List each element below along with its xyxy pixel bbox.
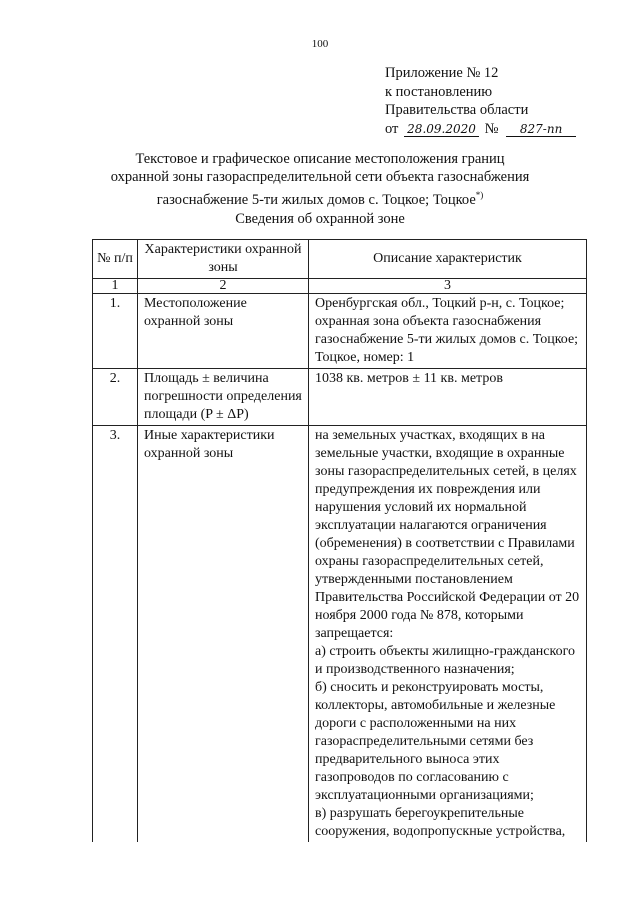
decree-number: 827-пп bbox=[506, 123, 576, 137]
header-number: № п/п bbox=[93, 240, 138, 279]
appendix-date-line bbox=[385, 120, 576, 139]
title-line-2: охранной зоны газораспределительной сети объекта газоснабжения bbox=[110, 169, 530, 185]
page-number: 100 bbox=[311, 38, 329, 50]
table-row bbox=[93, 294, 587, 369]
row-description bbox=[309, 426, 587, 843]
document-title bbox=[0, 150, 640, 209]
footnote-mark: *) bbox=[475, 190, 484, 200]
column-index: 2 bbox=[138, 279, 309, 294]
header-characteristics: Характеристики охранной зоны bbox=[138, 240, 309, 279]
description-paragraph: б) сносить и реконструировать мосты, коллекторы, автомобильные и железные дороги с расположенными на них газораспределительными сетями без предварительного выноса этих газопроводов по согласованию с эксплуатационными организациями; bbox=[315, 680, 556, 803]
row-description bbox=[309, 369, 587, 426]
row-number: 1. bbox=[93, 294, 138, 369]
title-line-3 bbox=[0, 186, 640, 209]
description-paragraph: на земельных участках, входящих в на земельные участки, входящие в охранные зоны газораспределительных сетей, в целях предупреждения их повреждения или нарушения условий их нормальной эксплуатации налагаются ограничения (обременения) в соответствии с Правилами охраны газораспределительных сетей, утвержденными постановлением Правительства Российской Федерации от 20 ноября 2000 года № 878, которыми запрещается: bbox=[315, 428, 580, 641]
decree-date: 28.09.2020 bbox=[404, 123, 479, 137]
appendix-line-1: Приложение № 12 bbox=[385, 65, 499, 81]
row-characteristic: Местоположение охранной зоны bbox=[138, 294, 309, 369]
protection-zone-table bbox=[92, 239, 587, 842]
row-characteristic: Площадь ± величина погрешности определения площади (P ± ΔP) bbox=[138, 369, 309, 426]
row-number: 2. bbox=[93, 369, 138, 426]
row-characteristic: Иные характеристики охранной зоны bbox=[138, 426, 309, 843]
appendix-line-2: к постановлению bbox=[385, 83, 493, 100]
header-description: Описание характеристик bbox=[309, 240, 587, 279]
column-index-row bbox=[93, 279, 587, 294]
appendix-line-3: Правительства области bbox=[385, 102, 529, 118]
row-description bbox=[309, 294, 587, 369]
title-line-1: Текстовое и графическое описание местоположения границ bbox=[135, 151, 505, 167]
section-subtitle: Сведения об охранной зоне bbox=[235, 211, 405, 227]
description-paragraph: а) строить объекты жилищно-гражданского и производственного назначения; bbox=[315, 644, 575, 677]
number-label: № bbox=[484, 120, 499, 137]
description-paragraph: 1038 кв. метров ± 11 кв. метров bbox=[315, 371, 503, 386]
title-line-3-text: газоснабжение 5-ти жилых домов с. Тоцкое; Тоцкое bbox=[156, 191, 476, 208]
table-header-row bbox=[93, 240, 587, 279]
appendix-block bbox=[385, 64, 576, 138]
column-index: 1 bbox=[93, 279, 138, 294]
row-number: 3. bbox=[93, 426, 138, 843]
from-label: от bbox=[385, 120, 399, 137]
table-row bbox=[93, 426, 587, 843]
table-row bbox=[93, 369, 587, 426]
description-paragraph: Оренбургская обл., Тоцкий р-н, с. Тоцкое; охранная зона объекта газоснабжения газоснабжение 5-ти жилых домов с. Тоцкое; Тоцкое, номер: 1 bbox=[315, 296, 579, 365]
column-index: 3 bbox=[309, 279, 587, 294]
description-paragraph: в) разрушать берегоукрепительные сооружения, водопропускные устройства, bbox=[315, 806, 566, 839]
